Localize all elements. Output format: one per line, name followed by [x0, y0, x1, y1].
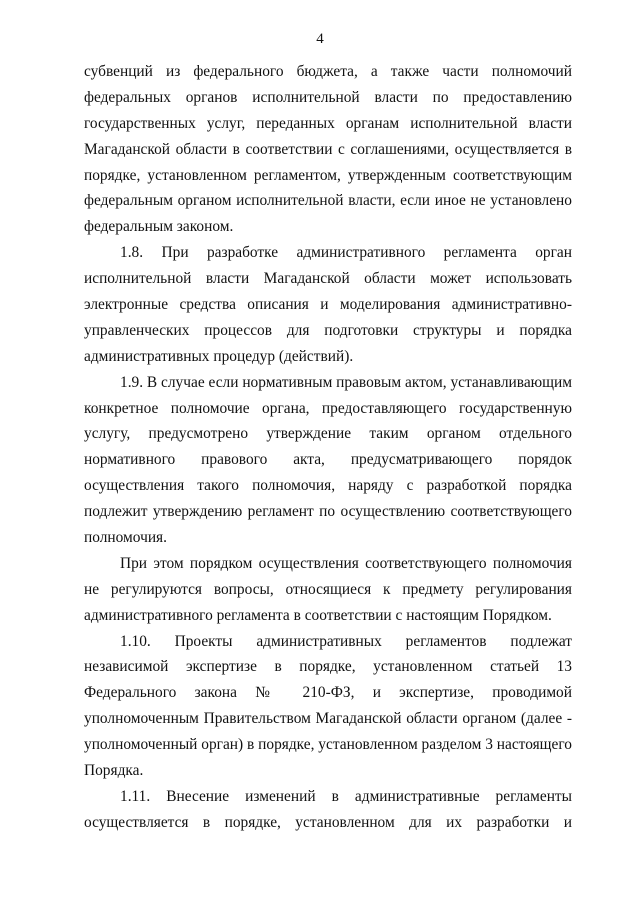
text-line: При этом порядком осуществления соответствующего полномочия — [120, 554, 572, 572]
text-line: независимой экспертизе в порядке, установленном статьей 13 — [84, 658, 572, 676]
text-line: уполномоченный орган) в порядке, установленном разделом 3 настоящего — [84, 736, 572, 754]
paragraph-1-8 — [84, 240, 572, 369]
text-line: 1.10. Проекты административных регламентов подлежат — [120, 632, 572, 650]
text-line: исполнительной власти Магаданской области может использовать — [84, 270, 572, 288]
text-line: субвенций из федерального бюджета, а также части полномочий — [84, 63, 572, 80]
text-line: осуществления такого полномочия, наряду с разработкой порядка — [84, 477, 572, 495]
text-line: Порядка. — [84, 762, 144, 780]
text-line: осуществляется в порядке, установленном для их разработки и — [84, 813, 572, 831]
text-line: 1.9. В случае если нормативным правовым актом, устанавливающим — [120, 373, 572, 391]
text-line: федеральным органом исполнительной власти, если иное не установлено — [84, 192, 572, 210]
text-line: управленческих процессов для подготовки структуры и порядка — [84, 321, 572, 339]
text-line: услугу, предусмотрено утверждение таким органом отдельного — [84, 425, 572, 443]
paragraph-1-10 — [84, 629, 572, 784]
text-line: административных процедур (действий). — [84, 347, 354, 365]
page-number: 4 — [316, 31, 324, 47]
paragraph-1-11 — [84, 784, 572, 836]
text-line: Магаданской области в соответствии с соглашениями, осуществляется в — [84, 140, 572, 158]
document-body — [84, 59, 572, 836]
paragraph-1-9 — [84, 370, 572, 551]
text-line: 1.8. При разработке административного регламента орган — [120, 244, 572, 262]
text-line: подлежит утверждению регламент по осуществлению соответствующего — [84, 503, 572, 521]
text-line: полномочия. — [84, 529, 167, 547]
paragraph-1-9-second — [84, 551, 572, 629]
paragraph-1-7-continuation — [84, 59, 572, 240]
text-line: порядке, установленном регламентом, утвержденным соответствующим — [84, 166, 572, 184]
text-line: уполномоченным Правительством Магаданской области органом (далее - — [84, 710, 572, 728]
text-line: 1.11. Внесение изменений в административные регламенты — [120, 787, 572, 805]
text-line: электронные средства описания и моделирования административно- — [84, 296, 572, 314]
text-line: Федерального закона № 210-ФЗ, и экспертизе, проводимой — [84, 684, 572, 702]
text-line: не регулируются вопросы, относящиеся к предмету регулирования — [84, 580, 572, 598]
text-line: конкретное полномочие органа, предоставляющего государственную — [84, 399, 572, 417]
text-line: федеральных органов исполнительной власти по предоставлению — [84, 88, 572, 106]
text-line: административного регламента в соответствии с настоящим Порядком. — [84, 606, 552, 624]
text-line: нормативного правового акта, предусматривающего порядок — [84, 451, 572, 469]
text-line: федеральным законом. — [84, 218, 234, 236]
text-line: государственных услуг, переданных органам исполнительной власти — [84, 114, 572, 132]
